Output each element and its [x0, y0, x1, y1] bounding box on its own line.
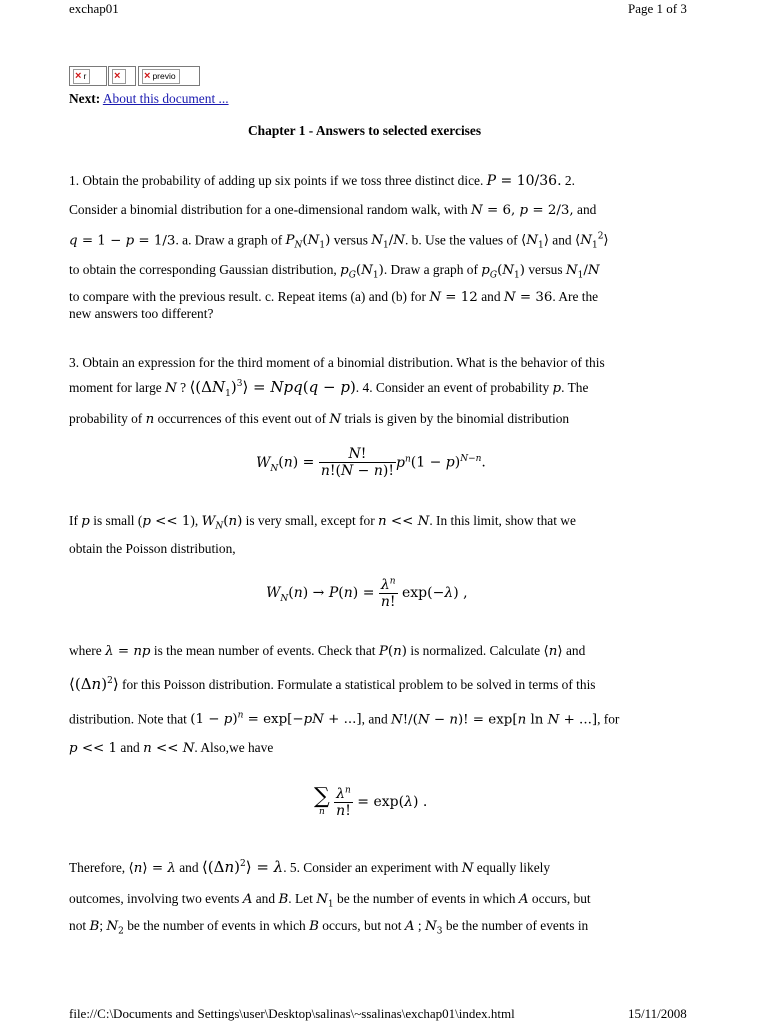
text-run: distribution. Note that — [69, 711, 187, 727]
nav-next-button[interactable] — [69, 66, 107, 86]
text-run: is small ( — [93, 513, 143, 528]
document-name: exchap01 — [69, 1, 119, 16]
text-run: 2. — [564, 173, 575, 188]
text-run: . 4. Consider an event of probability — [355, 380, 550, 395]
exercise-line: 1. Obtain the probability of adding up six points if we toss three distinct dice. P = 10/36. 2. — [69, 173, 575, 189]
text-run: If — [69, 513, 78, 528]
exercise-line: where λ = np is the mean number of events. Check that P(n) is normalized. Calculate ⟨n⟩ and — [69, 643, 586, 659]
page-number: Page 1 of 3 — [628, 1, 687, 16]
text-run: Therefore, — [69, 860, 126, 875]
exercise-line: moment for large N ? $⟨(\Delta N_1)^3⟩ = Npq(q - p)$. 4. Consider an event of probability p. The — [69, 378, 589, 399]
text-run: be the number of events in — [445, 918, 589, 933]
chapter-title: Chapter 1 - Answers to selected exercises — [248, 123, 482, 138]
broken-image-icon: × — [75, 70, 82, 82]
text-run: is very small, except for — [245, 513, 375, 528]
text-run: versus — [528, 262, 563, 277]
next-navigation — [69, 91, 229, 107]
text-run: where — [69, 643, 102, 658]
exercise-line: obtain the Poisson distribution, — [69, 541, 236, 556]
exercise-line: If p is small (p << 1), $W_N(n)$ is very small, except for n << N. In this limit, show that we — [69, 513, 576, 532]
text-run: probability of — [69, 411, 143, 426]
text-run: . Are the — [552, 289, 599, 304]
text-run: equally likely — [476, 860, 551, 875]
poisson-formula: $W_N(n) \to P(n)$ = $\frac{\lambda^n}{n!}$ exp(−λ) , — [266, 576, 468, 610]
text-run: occurrences of this event out of — [157, 411, 327, 426]
text-run: . a. Draw a graph of — [175, 232, 283, 248]
exercise-line: q = 1 − p = 1/3. a. Draw a graph of $P_N(N_1)$ versus $N_1/N$. b. Use the values of $⟨N_1⟩$ and $⟨N_1^2⟩$ — [69, 232, 609, 252]
broken-image-icon: × — [114, 70, 121, 82]
sum-formula: ∑ n $\frac{\lambda^n}{n!}$ = exp(λ) . — [314, 784, 428, 819]
text-run: 1. Obtain the probability of adding up six points if we toss three distinct dice. — [69, 173, 484, 188]
text-run: and — [255, 891, 276, 906]
text-run: occurs, but not — [322, 918, 402, 933]
nav-button-label: previo — [152, 71, 176, 81]
text-run: and — [552, 232, 572, 248]
exercise-line: probability of n occurrences of this event out of N trials is given by the binomial distribution — [69, 411, 570, 427]
text-run: trials is given by the binomial distribution — [344, 411, 570, 426]
text-run: Consider a binomial distribution for a one-dimensional random walk, with — [69, 202, 468, 217]
about-document-link[interactable]: About this document ... — [102, 91, 229, 106]
binomial-formula: $W_N(n)$ = $\frac{N!}{n!(N - n)!}$ $p^n(1 - p)^{N-n}$. — [256, 446, 486, 479]
exercise-line: p << 1 and n << N. Also,we have — [69, 740, 274, 756]
print-date: 15/11/2008 — [628, 1006, 687, 1021]
exercise-line: not B; $N_2$ be the number of events in which B occurs, but not A ; $N_3$ be the number of events in — [69, 918, 589, 937]
text-run: occurs, but — [531, 891, 591, 906]
text-run: is normalized. Calculate — [410, 643, 541, 658]
next-label: Next: — [69, 91, 101, 106]
exercise-line: Consider a binomial distribution for a one-dimensional random walk, with N = 6, p = 2/3, and — [69, 202, 597, 218]
text-run: and — [179, 860, 199, 875]
text-run: not — [69, 918, 87, 933]
text-run: outcomes, involving two events — [69, 891, 240, 906]
text-run: to obtain the corresponding Gaussian distribution, — [69, 262, 337, 277]
exercise-line: new answers too different? — [69, 306, 214, 321]
text-run: and — [120, 740, 140, 755]
text-run: moment for large — [69, 380, 162, 395]
nav-up-button[interactable] — [108, 66, 136, 86]
text-run: . 5. Consider an experiment with — [283, 860, 459, 875]
text-run: to compare with the previous result. c. Repeat items (a) and (b) for — [69, 289, 426, 304]
text-run: , and — [361, 711, 388, 727]
text-run: is the mean number of events. Check that — [153, 643, 376, 658]
text-run: ; — [99, 918, 104, 933]
text-run: be the number of events in which — [337, 891, 516, 906]
exercise-line: to obtain the corresponding Gaussian distribution, $p_G(N_1)$. Draw a graph of $p_G(N_1)$ versus $N_1/N$ — [69, 262, 600, 281]
nav-previous-button[interactable] — [138, 66, 200, 86]
text-run: and — [565, 643, 586, 658]
text-run: . Let — [288, 891, 313, 906]
exercise-line: to compare with the previous result. c. Repeat items (a) and (b) for N = 12 and N = 36. Are the — [69, 289, 599, 305]
text-run: . Draw a graph of — [383, 262, 478, 277]
text-run: . b. Use the values of — [404, 232, 518, 248]
file-path: file://C:\Documents and Settings\user\Desktop\salinas\~ssalinas\exchap01\index.html — [69, 1006, 515, 1021]
exercise-line: $⟨(\Delta n)^2⟩$ for this Poisson distribution. Formulate a statistical problem to be solved in terms of this — [69, 675, 596, 693]
text-run: . The — [561, 380, 589, 395]
exercise-line: outcomes, involving two events A and B. Let $N_1$ be the number of events in which A occurs, but — [69, 891, 591, 910]
exercise-line: Therefore, ⟨n⟩ = λ and $⟨(\Delta n)^2⟩ = \lambda$. 5. Consider an experiment with N equally likely — [69, 858, 551, 876]
text-run: be the number of events in which — [127, 918, 306, 933]
text-run: versus — [333, 232, 368, 248]
text-run: ), — [190, 513, 199, 528]
text-run: . In this limit, show that we — [429, 513, 576, 528]
exercise-line: distribution. Note that $(1 - p)^n = \exp[-pN$ + ...], and N!/(N − n)! = exp[n ln N + ...], for — [69, 711, 620, 728]
exercise-line: 3. Obtain an expression for the third moment of a binomial distribution. What is the behavior of this — [69, 355, 605, 370]
text-run: , for — [597, 711, 620, 727]
text-run: for this Poisson distribution. Formulate a statistical problem to be solved in terms of this — [122, 677, 596, 692]
text-run: ; — [417, 918, 422, 933]
text-run: and — [481, 289, 501, 304]
text-run: . Also,we have — [194, 740, 274, 755]
broken-image-icon: × — [144, 70, 151, 82]
nav-button-label: r — [83, 71, 87, 81]
